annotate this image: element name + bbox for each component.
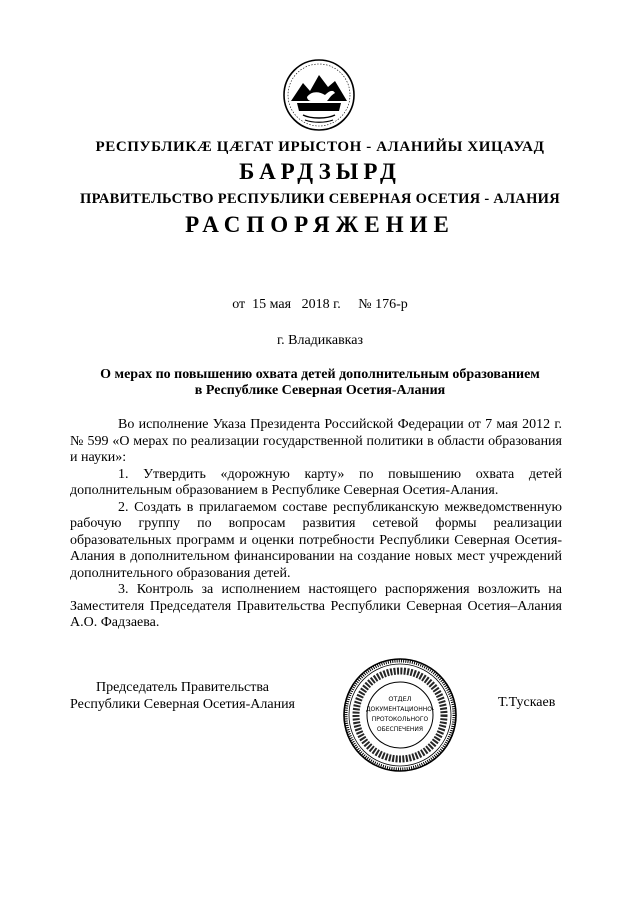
- position-line-2: Республики Северная Осетия-Алания: [70, 697, 295, 712]
- item-1: 1. Утвердить «дорожную карту» по повышению охвата детей дополнительным образованием в Республике Северная Осетия-Алания.: [70, 466, 562, 498]
- svg-text:ОБЕСПЕЧЕНИЯ: ОБЕСПЕЧЕНИЯ: [376, 726, 424, 733]
- item-3: 3. Контроль за исполнением настоящего распоряжения возложить на Заместителя Председателя Правительства Республики Северная Осетия–Алания А.О. Фадзаева.: [70, 582, 562, 630]
- document-title: [60, 367, 580, 399]
- title-line-2: в Республике Северная Осетия-Алания: [194, 383, 446, 398]
- header-ossetian: РЕСПУБЛИКӔ ЦӔГАТ ИРЫСТОН - АЛАНИЙЫ ХИЦАУАД: [95, 139, 545, 155]
- header-document-type: РАСПОРЯЖЕНИЕ: [185, 212, 455, 237]
- document-body: [70, 417, 562, 632]
- signatory-name: Т.Тускаев: [498, 695, 556, 710]
- svg-text:ОТДЕЛ: ОТДЕЛ: [388, 695, 412, 703]
- official-stamp: [340, 655, 460, 775]
- svg-text:ДОКУМЕНТАЦИОННО-: ДОКУМЕНТАЦИОННО-: [365, 706, 435, 713]
- header-bardzyrd: БАРДЗЫРД: [239, 159, 401, 184]
- date-and-number: от 15 мая 2018 г. № 176-р: [232, 297, 408, 312]
- signatory-position: [70, 679, 295, 713]
- position-line-1: Председатель Правительства: [96, 680, 269, 695]
- coat-of-arms-emblem: [281, 57, 357, 133]
- title-line-1: О мерах по повышению охвата детей дополнительным образованием: [100, 367, 540, 382]
- intro-paragraph: Во исполнение Указа Президента Российской Федерации от 7 мая 2012 г. № 599 «О мерах по реализации государственной политики в области образования и науки»:: [70, 417, 562, 465]
- item-2: 2. Создать в прилагаемом составе республиканскую межведомственную рабочую группу по вопросам развития сетевой формы реализации образовательных программ и оценки потребности Республики Северная Осетия-Алания в дополнительном финансировании на создание новых мест учреждений дополнительного образования детей.: [70, 499, 562, 581]
- svg-text:ПРОТОКОЛЬНОГО: ПРОТОКОЛЬНОГО: [371, 716, 429, 723]
- header-government: ПРАВИТЕЛЬСТВО РЕСПУБЛИКИ СЕВЕРНАЯ ОСЕТИЯ - АЛАНИЯ: [79, 191, 560, 207]
- city: г. Владикавказ: [276, 333, 364, 348]
